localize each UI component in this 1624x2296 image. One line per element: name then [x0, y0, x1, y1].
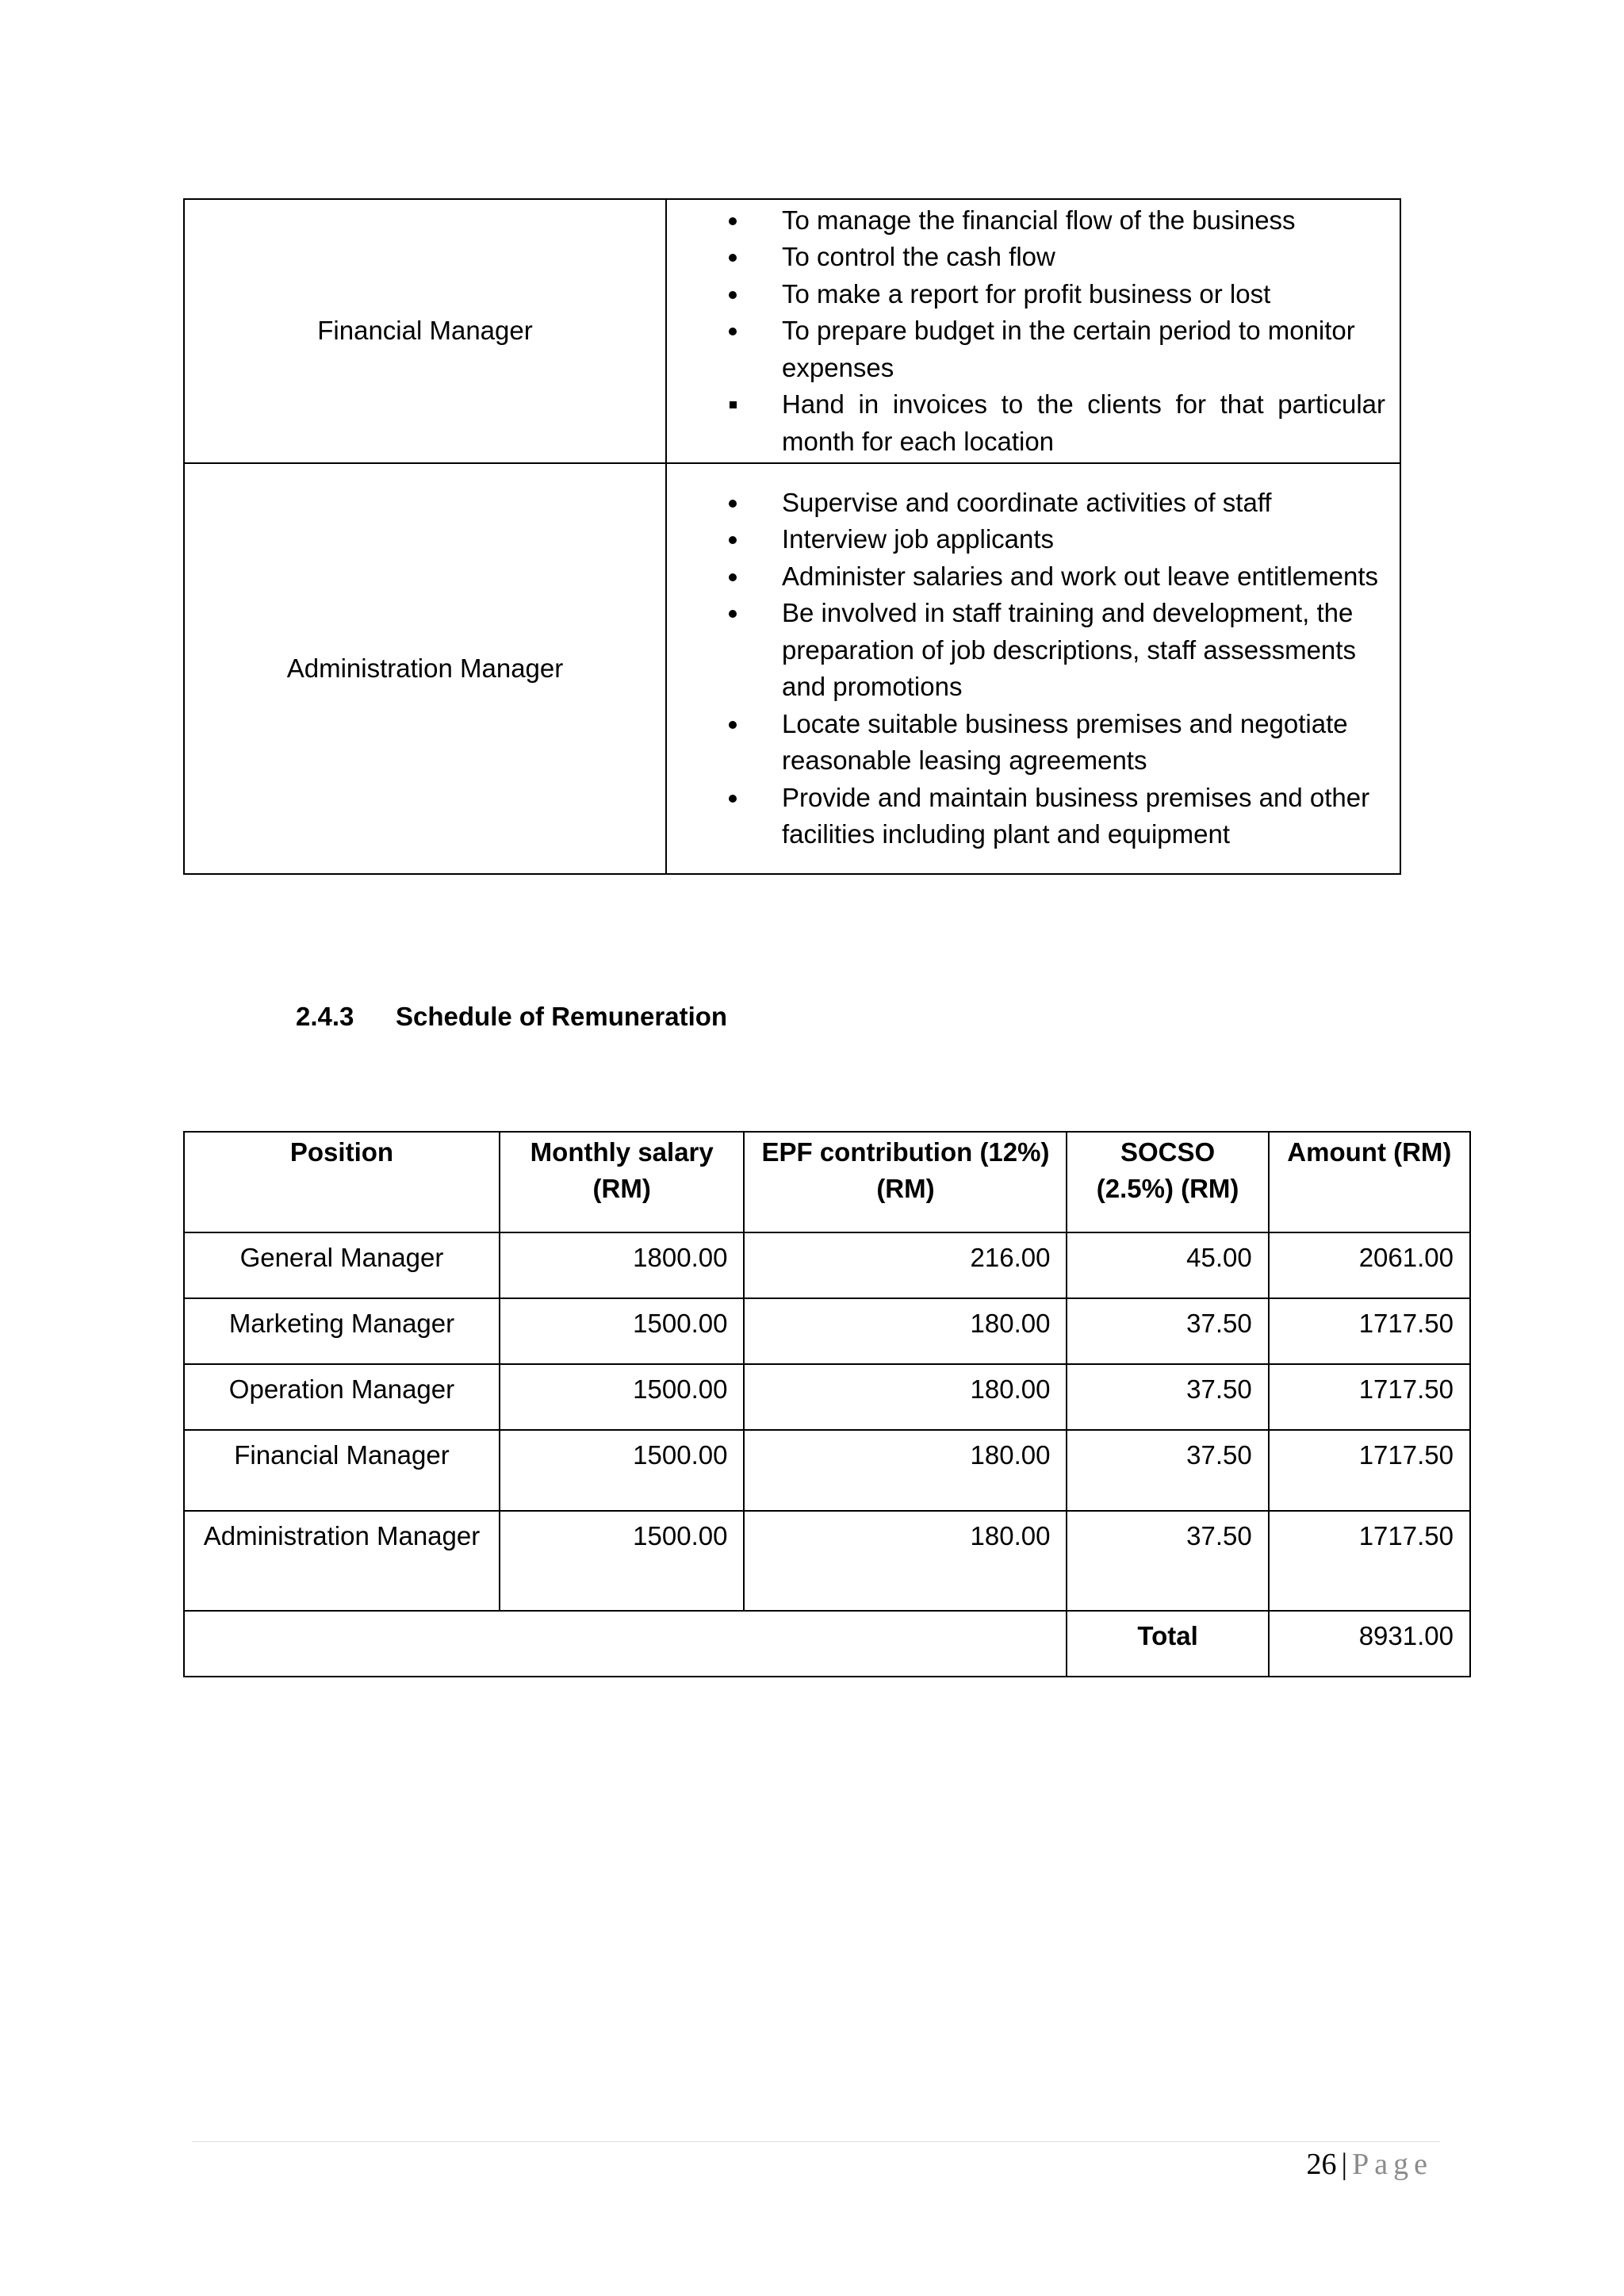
section-title: Schedule of Remuneration [396, 1002, 728, 1031]
remuneration-table [183, 1131, 1471, 1677]
column-header: SOCSO (2.5%) (RM) [1067, 1132, 1268, 1232]
total-value: 8931.00 [1269, 1611, 1470, 1677]
position-cell: Operation Manager [184, 1364, 500, 1430]
table-row [184, 1364, 1470, 1430]
duties-cell [666, 463, 1400, 874]
epf-cell: 180.00 [744, 1298, 1067, 1364]
socso-cell: 37.50 [1067, 1364, 1268, 1430]
list-item: Be involved in staff training and development, the preparation of job descriptions, staff assessments and promotions [667, 595, 1385, 706]
position-cell: Marketing Manager [184, 1298, 500, 1364]
epf-cell: 216.00 [744, 1232, 1067, 1298]
epf-cell: 180.00 [744, 1430, 1067, 1511]
header-row [184, 1132, 1470, 1232]
list-item: To control the cash flow [667, 239, 1385, 276]
salary-cell: 1500.00 [500, 1364, 745, 1430]
page-footer [1307, 2141, 1433, 2186]
list-item: Locate suitable business premises and negotiate reasonable leasing agreements [667, 706, 1385, 780]
amount-cell: 1717.50 [1269, 1364, 1470, 1430]
footer-divider [192, 2141, 1440, 2142]
position-cell: Administration Manager [184, 1511, 500, 1611]
position-cell: Financial Manager [184, 199, 666, 463]
amount-cell: 2061.00 [1269, 1232, 1470, 1298]
duties-list [667, 202, 1400, 461]
list-item: To make a report for profit business or lost [667, 276, 1385, 313]
list-item: Hand in invoices to the clients for that particular month for each location [667, 386, 1385, 460]
list-item: To prepare budget in the certain period to monitor expenses [667, 312, 1385, 386]
salary-cell: 1500.00 [500, 1511, 745, 1611]
socso-cell: 37.50 [1067, 1430, 1268, 1511]
table-row [184, 463, 1400, 874]
position-cell: Administration Manager [184, 463, 666, 874]
duties-cell [666, 199, 1400, 463]
socso-cell: 37.50 [1067, 1298, 1268, 1364]
amount-cell: 1717.50 [1269, 1430, 1470, 1511]
list-item: Interview job applicants [667, 521, 1385, 558]
footer-separator: | [1341, 2148, 1348, 2181]
epf-cell: 180.00 [744, 1364, 1067, 1430]
total-row [184, 1611, 1470, 1677]
salary-cell: 1500.00 [500, 1430, 745, 1511]
total-spacer-cell [184, 1611, 1067, 1677]
duties-table [183, 198, 1401, 875]
amount-cell: 1717.50 [1269, 1298, 1470, 1364]
salary-cell: 1800.00 [500, 1232, 745, 1298]
total-label: Total [1067, 1611, 1268, 1677]
list-item: Provide and maintain business premises and other facilities including plant and equipment [667, 780, 1385, 853]
column-header: Monthly salary (RM) [500, 1132, 745, 1232]
column-header: EPF contribution (12%) (RM) [744, 1132, 1067, 1232]
position-cell: Financial Manager [184, 1430, 500, 1511]
amount-cell: 1717.50 [1269, 1511, 1470, 1611]
section-number: 2.4.3 [296, 1002, 354, 1031]
duties-list [667, 485, 1400, 853]
table-row [184, 199, 1400, 463]
list-item: Administer salaries and work out leave entitlements [667, 558, 1385, 596]
page-label: Page [1352, 2148, 1433, 2181]
socso-cell: 37.50 [1067, 1511, 1268, 1611]
table-row [184, 1511, 1470, 1611]
table-row [184, 1232, 1470, 1298]
position-cell: General Manager [184, 1232, 500, 1298]
section-heading [296, 1001, 727, 1033]
salary-cell: 1500.00 [500, 1298, 745, 1364]
column-header: Amount (RM) [1269, 1132, 1470, 1232]
column-header: Position [184, 1132, 500, 1232]
epf-cell: 180.00 [744, 1511, 1067, 1611]
list-item: To manage the financial flow of the business [667, 202, 1385, 240]
table-row [184, 1298, 1470, 1364]
table-row [184, 1430, 1470, 1511]
list-item: Supervise and coordinate activities of staff [667, 485, 1385, 522]
socso-cell: 45.00 [1067, 1232, 1268, 1298]
page-number: 26 [1306, 2148, 1337, 2181]
